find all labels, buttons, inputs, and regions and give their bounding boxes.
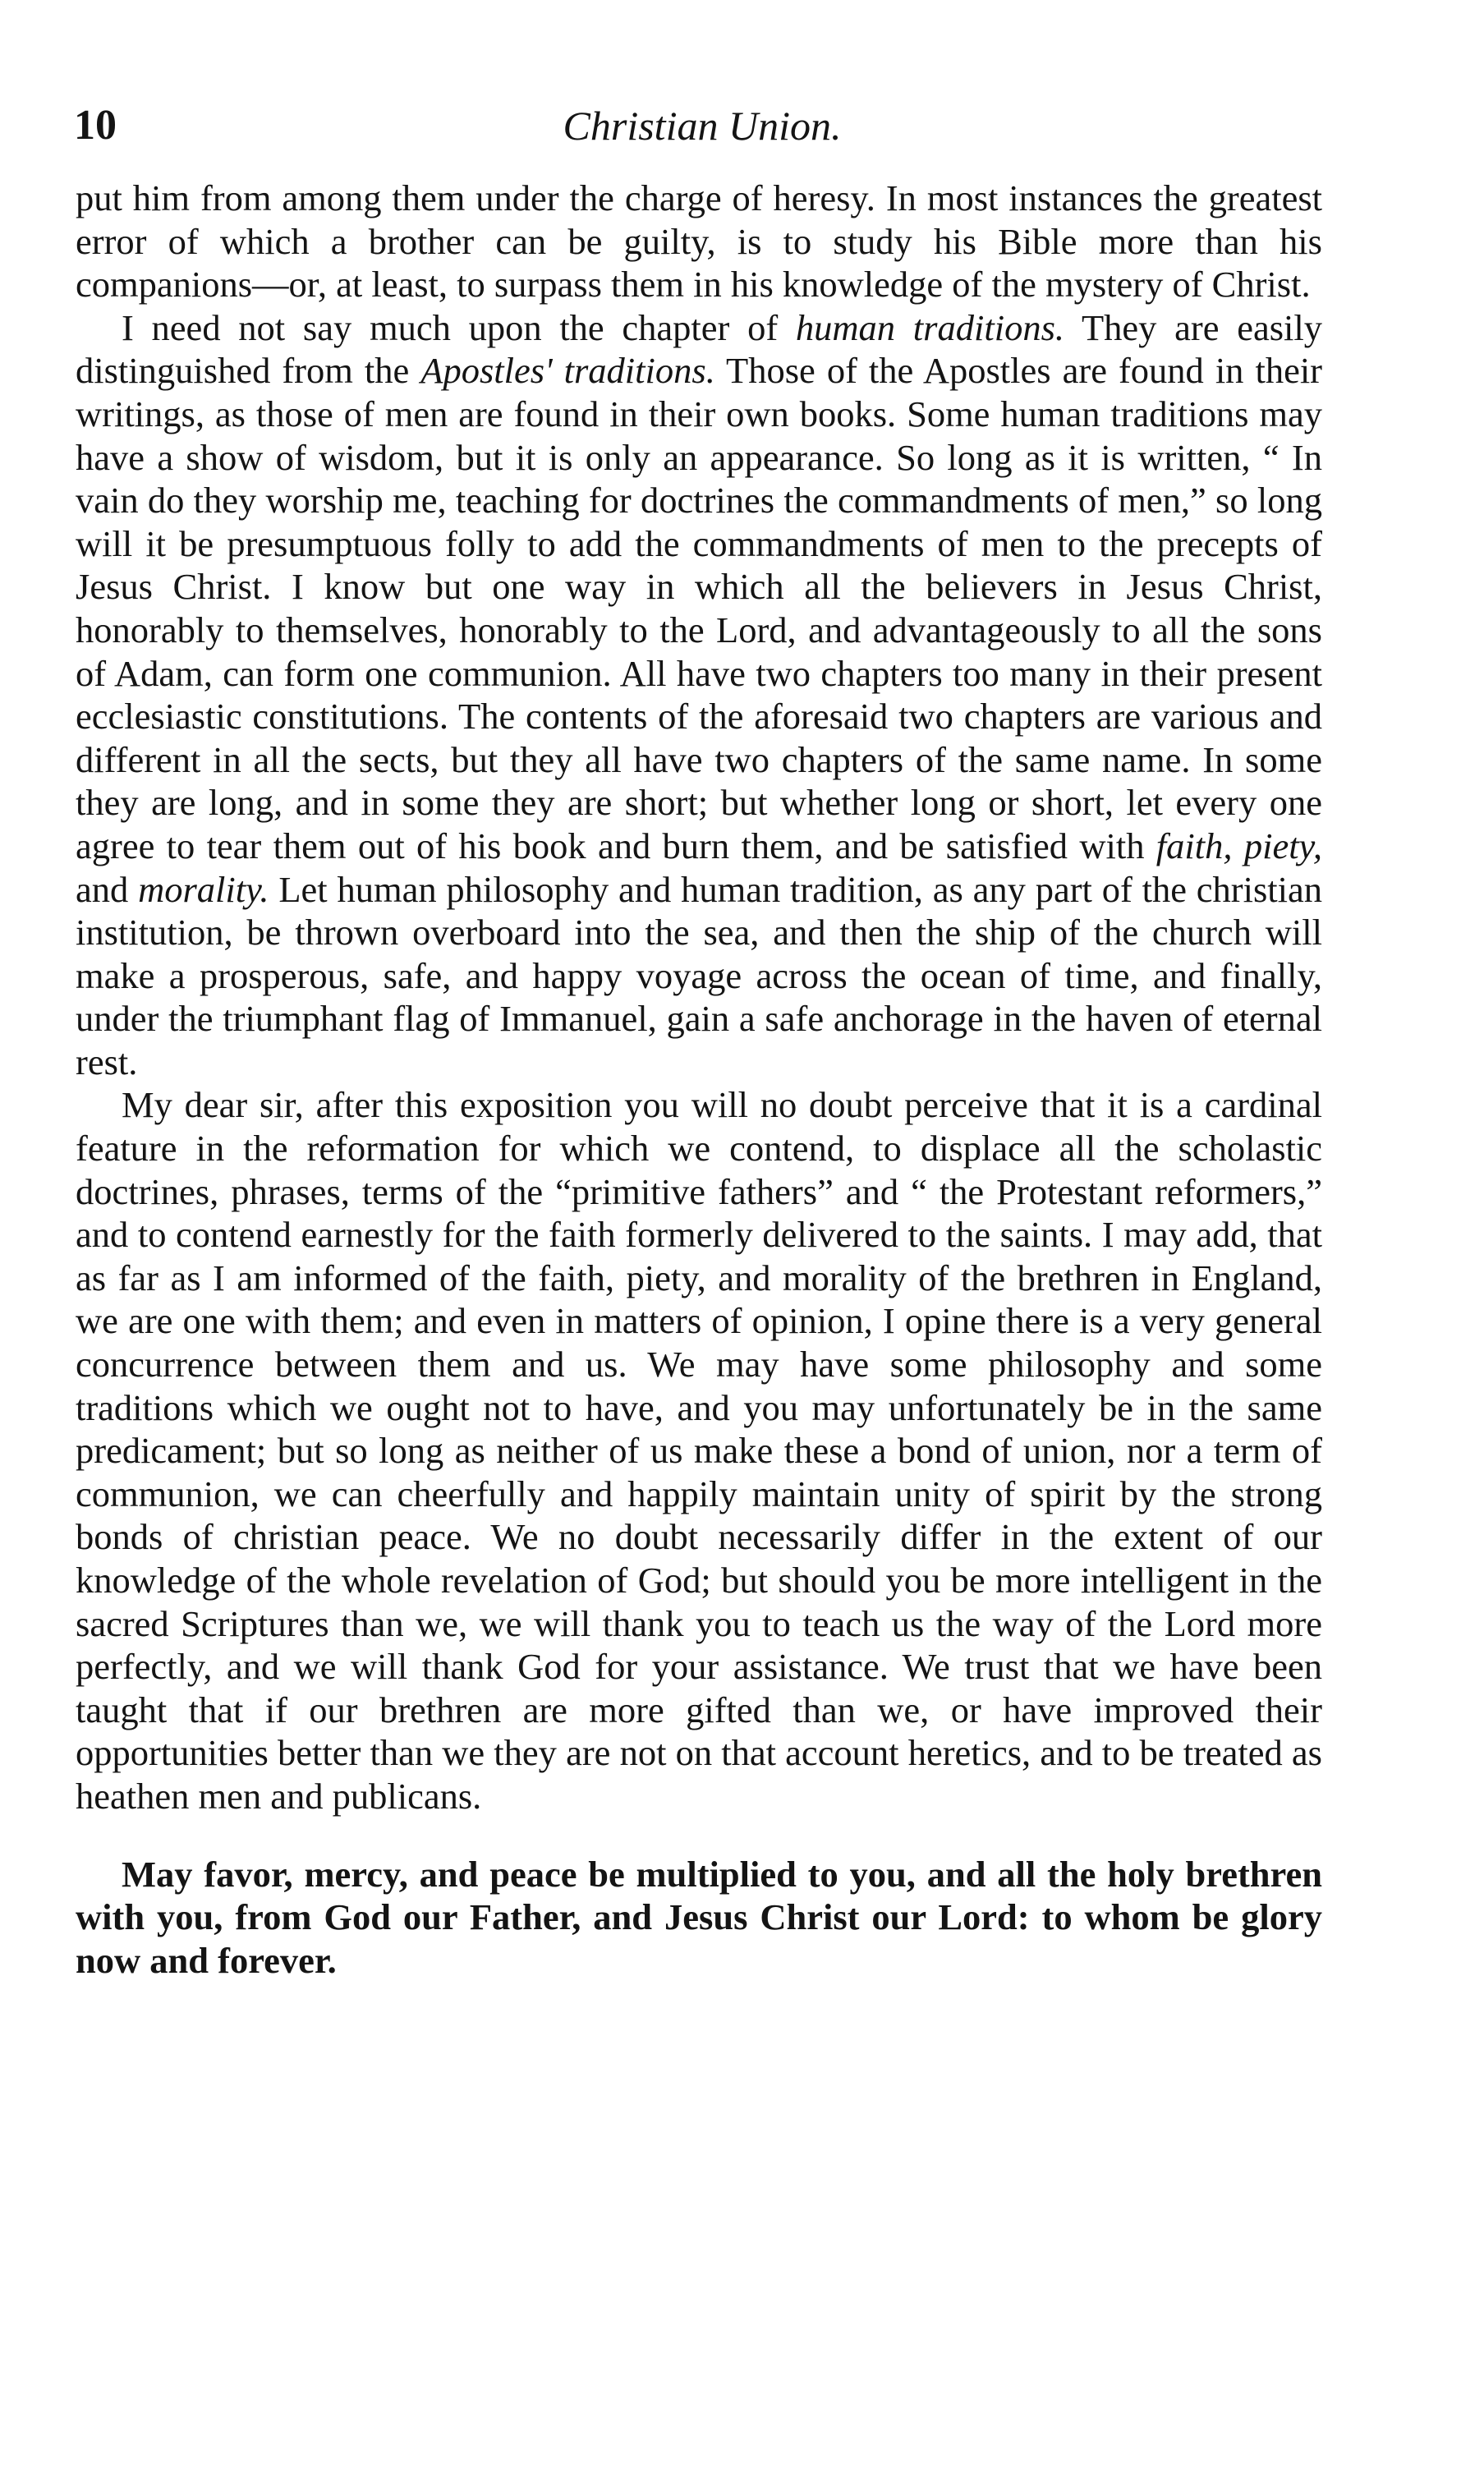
italic-segment: human traditions. (795, 306, 1065, 348)
text-segment: put him from among them under the charge of heresy. In most instances the greatest error of which a brother can be guilty, is to study his Bible more than his companions—or, at least, to surpass them in his knowledge of the mystery of Christ. (76, 177, 1322, 306)
text-segment: May favor, mercy, and peace be multiplied to you, and all the holy brethren with you, from God our Father, and Jesus Christ our Lord: to whom be glory now and forever. (76, 1853, 1322, 1981)
italic-segment: faith, piety, (1155, 825, 1322, 866)
text-segment: They are easily distinguished from the (76, 306, 1322, 392)
text-segment: I need not say much upon the chapter of (122, 306, 796, 348)
text-segment: and (76, 868, 139, 910)
text-segment: Those of the Apostles are found in their writings, as those of men are found in their own books. Some human traditions may have a show of wisdom, but it is only an appearance. So long as it is written, “ In vain do they worship me, teaching for doctrines the commandments of men,” so long will it be presumptuous folly to add the commandments of men to the precepts of Jesus Christ. I know but one way in which all the believers in Jesus Christ, honorably to themselves, honorably to the Lord, and advantageously to all the sons of Adam, can form one communion. All have two chapters too many in their present ecclesiastic constitutions. The contents of the aforesaid two chapters are various and different in all the sects, but they all have two chapters of the same name. In some they are long, and in some they are short; but whether long or short, let every one agree to tear them out of his book and burn them, and be satisfied with (76, 350, 1322, 866)
page-number: 10 (74, 102, 117, 149)
paragraph-human-traditions (76, 306, 1322, 1084)
text-segment: My dear sir, after this exposition you will no doubt perceive that it is a cardinal feature in the reformation for which we contend, to displace all the scholastic doctrines, phrases, terms of the “primitive fathers” and “ the Protestant reformers,” and to contend earnestly for the faith formerly delivered to the saints. I may add, that as far as I am informed of the faith, piety, and morality of the brethren in England, we are one with them; and even in matters of opinion, I opine there is a very general concurrence between them and us. We may have some philosophy and some traditions which we ought not to have, and you may unfortunately be in the same predicament; but so long as neither of us make these a bond of union, nor a term of communion, we can cheerfully and happily maintain unity of spirit by the strong bonds of christian peace. We no doubt necessarily differ in the extent of our knowledge of the whole revelation of God; but should you be more intelligent in the sacred Scriptures than we, we will thank you to teach us the way of the Lord more perfectly, and we will thank God for your assistance. We trust that we have been taught that if our brethren are more gifted than we, or have improved their opportunities better than we they are not on that account heretics, and to be treated as heathen men and publicans. (76, 1084, 1322, 1817)
running-head (74, 97, 1330, 154)
body-text (76, 177, 1322, 1982)
paragraph-my-dear-sir (76, 1083, 1322, 1817)
running-title: Christian Union. (563, 103, 842, 149)
italic-segment: morality. (138, 868, 269, 910)
paragraph-continuation (76, 177, 1322, 306)
paragraph-benediction (76, 1853, 1322, 1983)
italic-segment: Apostles' traditions. (420, 350, 715, 392)
text-segment: Let human philosophy and human tradition, as any part of the christian institution, be thrown overboard into the sea, and then the ship of the church will make a prosperous, safe, and happy voyage across the ocean of time, and finally, under the triumphant flag of Immanuel, gain a safe anchorage in the haven of eternal rest. (76, 868, 1322, 1082)
